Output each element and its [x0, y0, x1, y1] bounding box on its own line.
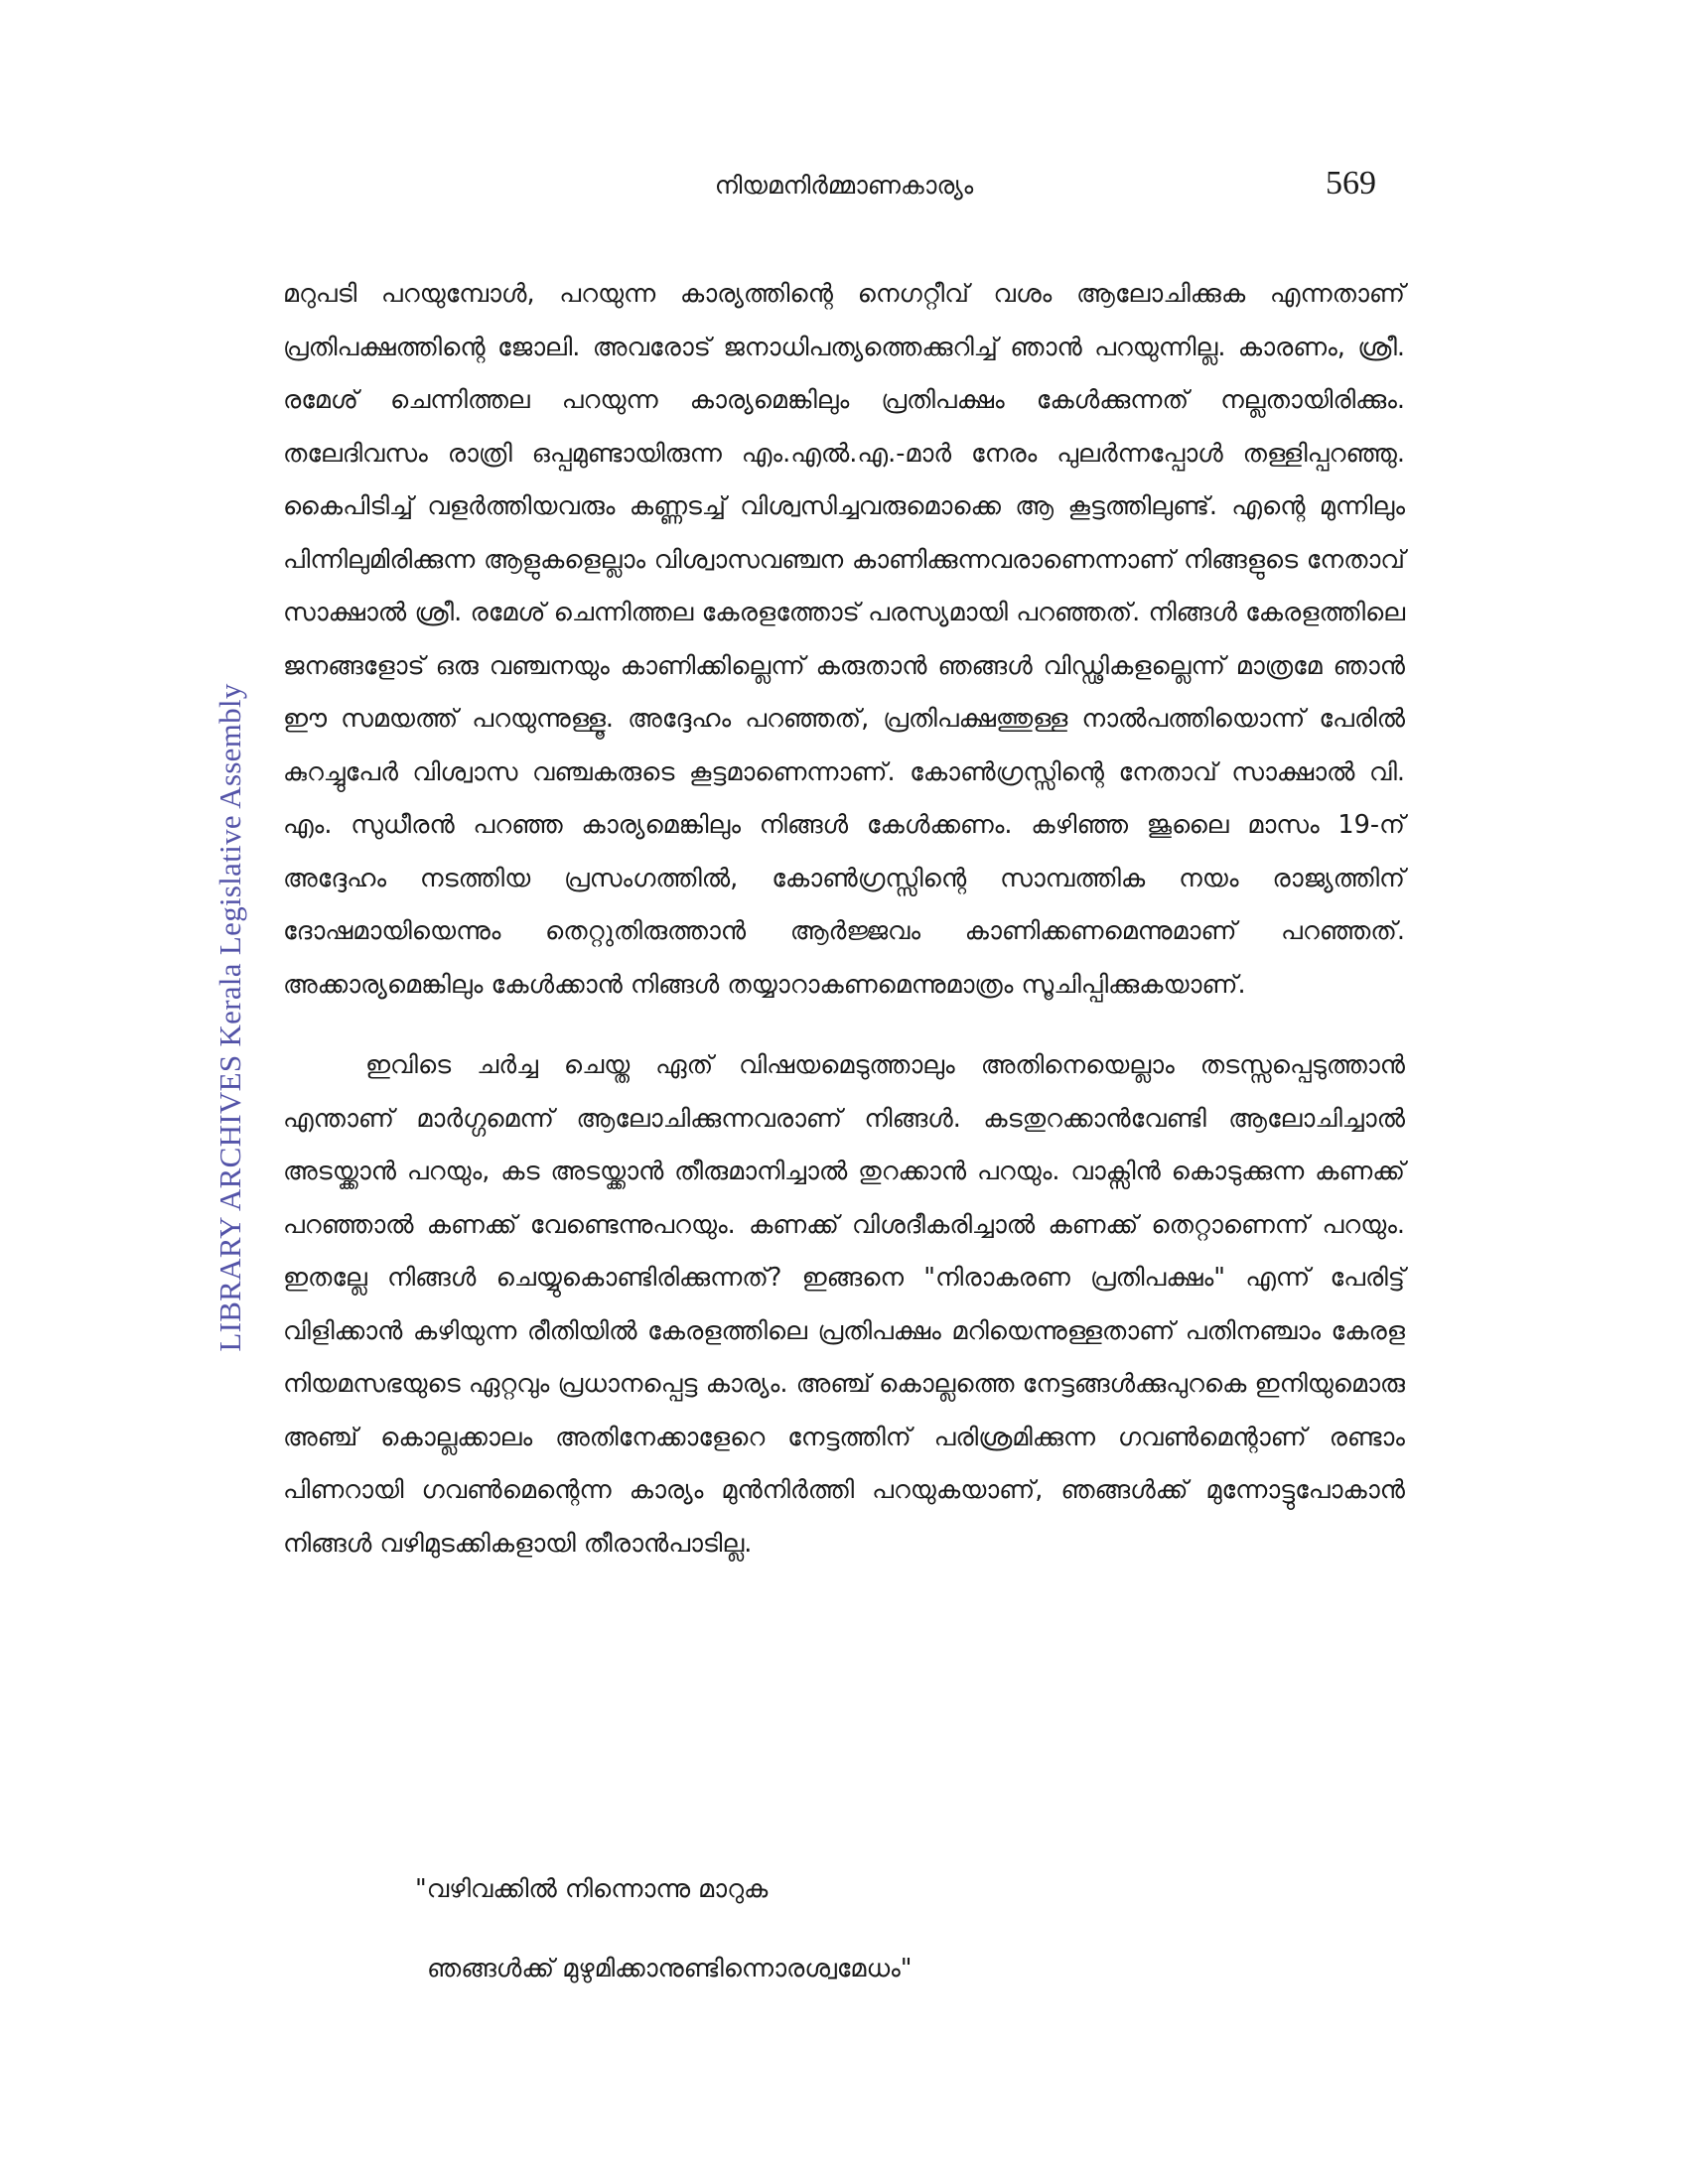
archive-watermark: LIBRARY ARCHIVES Kerala Legislative Assembly	[212, 683, 247, 1352]
verse-line-2: ഞങ്ങൾക്ക് മുഴുമിക്കാനുണ്ടിന്നൊരശ്വമേധം"	[427, 1954, 913, 1983]
paragraph-1: മറുപടി പറയുമ്പോൾ, പറയുന്ന കാര്യത്തിന്റെ നെഗറ്റീവ് വശം ആലോചിക്കുക എന്നതാണ് പ്രതിപക്ഷത്തിന്റെ ജോലി. അവരോട് ജനാധിപത്യത്തെക്കുറിച്ച് ഞാൻ പറയുന്നില്ല. കാരണം, ശ്രീ. രമേശ് ചെന്നിത്തല പറയുന്ന കാര്യമെങ്കിലും പ്രതിപക്ഷം കേൾക്കുന്നത് നല്ലതായിരിക്കും. തലേദിവസം രാത്രി ഒപ്പമുണ്ടായിരുന്ന എം.എൽ.എ.-മാർ നേരം പുലർന്നപ്പോൾ തള്ളിപ്പറഞ്ഞു. കൈപിടിച്ച് വളർത്തിയവരും കണ്ണടച്ച് വിശ്വസിച്ചവരുമൊക്കെ ആ കൂട്ടത്തിലുണ്ട്. എന്റെ മുന്നിലും പിന്നിലുമിരിക്കുന്ന ആളുകളെല്ലാം വിശ്വാസവഞ്ചന കാണിക്കുന്നവരാണെന്നാണ് നിങ്ങളുടെ നേതാവ് സാക്ഷാൽ ശ്രീ. രമേശ് ചെന്നിത്തല കേരളത്തോട് പരസ്യമായി പറഞ്ഞത്. നിങ്ങൾ കേരളത്തിലെ ജനങ്ങളോട് ഒരു വഞ്ചനയും കാണിക്കില്ലെന്ന് കരുതാൻ ഞങ്ങൾ വിഡ്ഢികളല്ലെന്ന് മാത്രമേ ഞാൻ ഈ സമയത്ത് പറയുന്നുള്ളൂ. അദ്ദേഹം പറഞ്ഞത്, പ്രതിപക്ഷത്തുള്ള നാൽപത്തിയൊന്ന് പേരിൽ കുറച്ചുപേർ വിശ്വാസ വഞ്ചകരുടെ കൂട്ടമാണെന്നാണ്. കോൺഗ്രസ്സിന്റെ നേതാവ് സാക്ഷാൽ വി. എം. സുധീരൻ പറഞ്ഞ കാര്യമെങ്കിലും നിങ്ങൾ കേൾക്കണം. കഴിഞ്ഞ ജൂലൈ മാസം 19-ന് അദ്ദേഹം നടത്തിയ പ്രസംഗത്തിൽ, കോൺഗ്രസ്സിന്റെ സാമ്പത്തിക നയം രാജ്യത്തിന് ദോഷമായിയെന്നും തെറ്റുതിരുത്താൻ ആർജ്ജവം കാണിക്കണമെന്നുമാണ് പറഞ്ഞത്. അക്കാര്യമെങ്കിലും കേൾക്കാൻ നിങ്ങൾ തയ്യാറാകണമെന്നുമാത്രം സൂചിപ്പിക്കുകയാണ്.	[283, 279, 1405, 1000]
paragraph-2: ഇവിടെ ചർച്ച ചെയ്ത ഏത് വിഷയമെടുത്താലും അതിനെയെല്ലാം തടസ്സപ്പെടുത്താൻ എന്താണ് മാർഗ്ഗമെന്ന് ആലോചിക്കുന്നവരാണ് നിങ്ങൾ. കടതുറക്കാൻവേണ്ടി ആലോചിച്ചാൽ അടയ്ക്കാൻ പറയും, കട അടയ്ക്കാൻ തീരുമാനിച്ചാൽ തുറക്കാൻ പറയും. വാക്സിൻ കൊടുക്കുന്ന കണക്ക് പറഞ്ഞാൽ കണക്ക് വേണ്ടെന്നുപറയും. കണക്ക് വിശദീകരിച്ചാൽ കണക്ക് തെറ്റാണെന്ന് പറയും. ഇതല്ലേ നിങ്ങൾ ചെയ്യുകൊണ്ടിരിക്കുന്നത്? ഇങ്ങനെ "നിരാകരണ പ്രതിപക്ഷം" എന്ന് പേരിട്ട് വിളിക്കാൻ കഴിയുന്ന രീതിയിൽ കേരളത്തിലെ പ്രതിപക്ഷം മറിയെന്നുള്ളതാണ് പതിനഞ്ചാം കേരള നിയമസഭയുടെ ഏറ്റവും പ്രധാനപ്പെട്ട കാര്യം. അഞ്ച് കൊല്ലത്തെ നേട്ടങ്ങൾക്കുപുറകെ ഇനിയുമൊരു അഞ്ച് കൊല്ലക്കാലം അതിനേക്കാളേറെ നേട്ടത്തിന് പരിശ്രമിക്കുന്ന ഗവൺമെന്റാണ് രണ്ടാം പിണറായി ഗവൺമെന്റെന്ന കാര്യം മുൻനിർത്തി പറയുകയാണ്, ഞങ്ങൾക്ക് മുന്നോട്ടുപോകാൻ നിങ്ങൾ വഴിമുടക്കികളായി തീരാൻപാടില്ല.	[283, 1050, 1405, 1559]
page-number: 569	[1326, 165, 1376, 202]
body-text	[283, 268, 1405, 1570]
verse-line-1: "വഴിവക്കിൽ നിന്നൊന്നു മാറുക	[415, 1874, 769, 1904]
running-header-title: നിയമനിർമ്മാണകാര്യം	[714, 171, 974, 200]
